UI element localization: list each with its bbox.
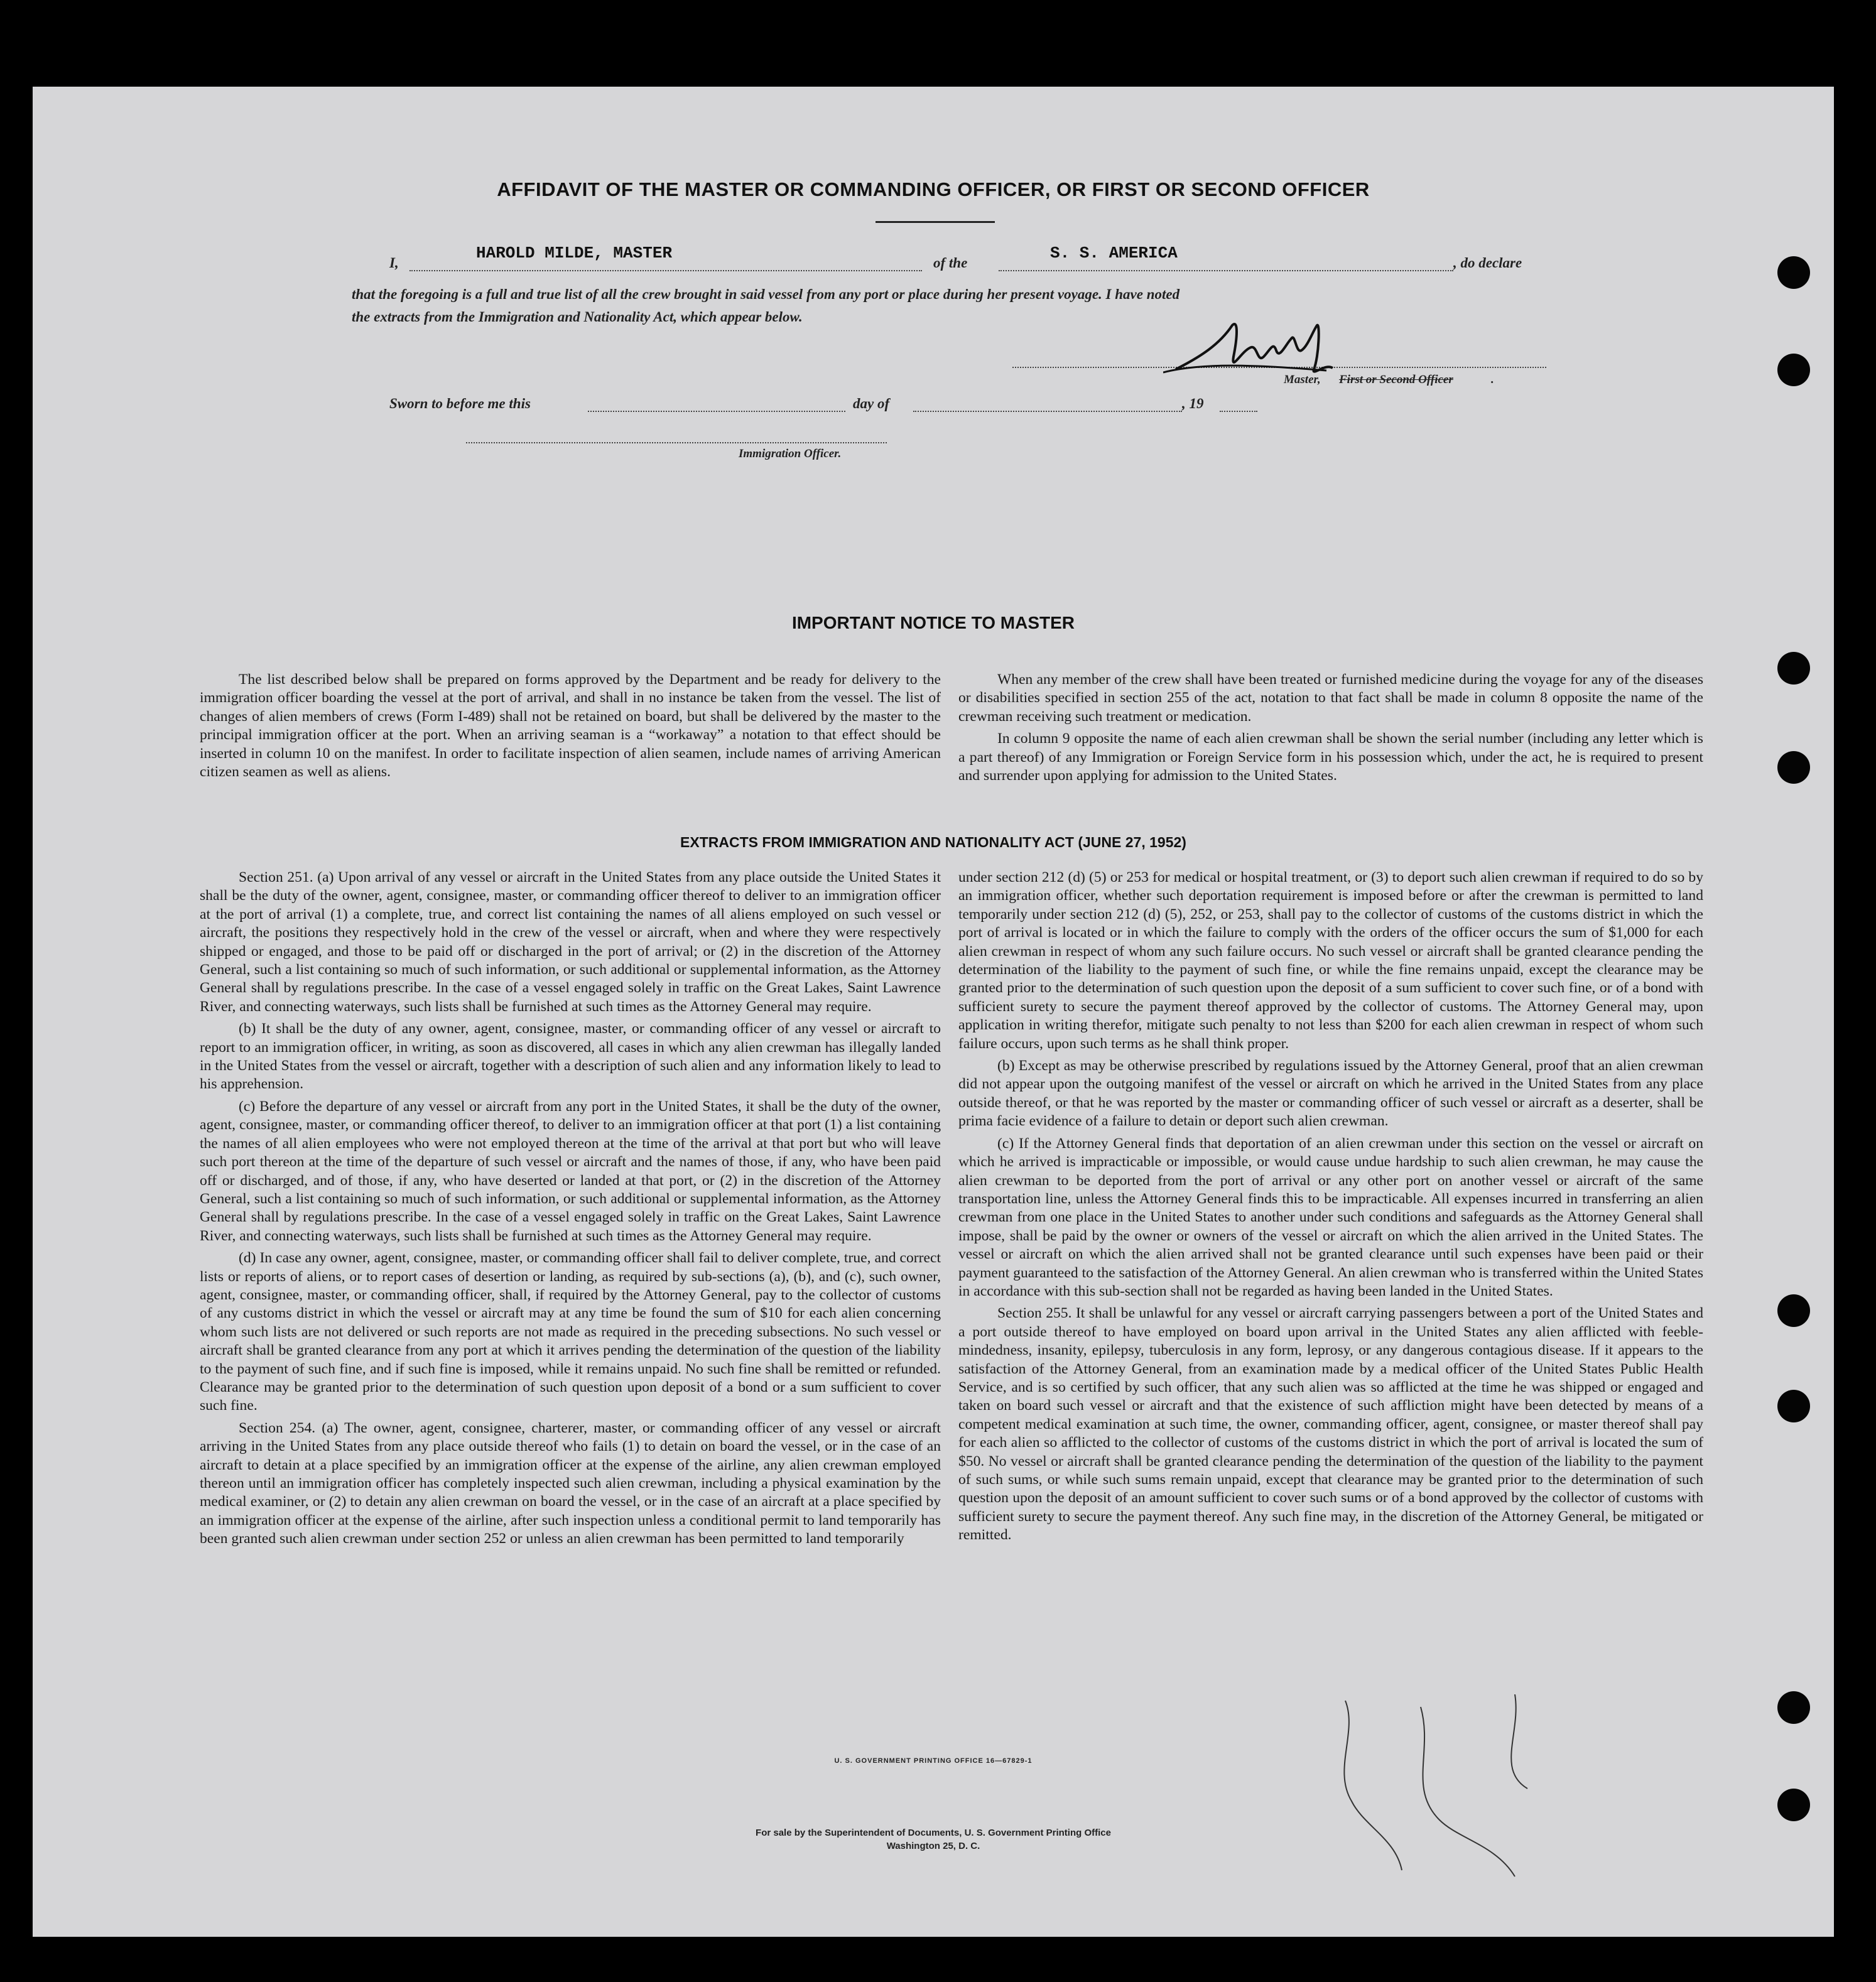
binder-hole — [1777, 256, 1810, 289]
master-name-value: HAROLD MILDE, MASTER — [476, 244, 673, 263]
binder-hole — [1777, 354, 1810, 386]
notice-right-column — [958, 671, 1703, 789]
extract-paragraph: (b) Except as may be otherwise prescribed by regulations issued by the Attorney General, proof that an alien crewman did not appear upon the outgoing manifest of the vessel or aircraft on which he arrived in the United States from any place outside thereof, or that he was reported by the master or commanding officer of such vessel or aircraft as a deserter, shall be prima facie evidence of a failure to detain or deport such alien crewman. — [958, 1058, 1703, 1130]
signature-caption-prefix: Master, — [1284, 373, 1321, 386]
vessel-field-line — [999, 270, 1453, 271]
extract-paragraph: (c) If the Attorney General finds that deportation of an alien crewman under this section on the vessel or aircraft on which he arrived is impracticable or impossible, or would cause undue hardship to such alien crewman, he may cause the alien crewman to be deported from the port of arrival or any other port on another vessel or aircraft of the same transportation line, unless the Attorney General finds this to be impracticable. All expenses incurred in transferring an alien crewman from one place in the United States to another under such conditions and safeguards as the Attorney General shall impose, shall be paid by the owner or owners of the vessel or aircraft on which the alien arrived in the United States. The vessel or aircraft on which the alien arrived shall not be granted clearance until such expenses have been paid or their payment guaranteed to the satisfaction of the Attorney General. An alien crewman who is transferred within the United States in accordance with this sub-section shall not be regarded as having been landed in the United States. — [958, 1135, 1703, 1299]
binder-hole — [1777, 1789, 1810, 1821]
affidavit-title: AFFIDAVIT OF THE MASTER OR COMMANDING OFFICER, OR FIRST OR SECOND OFFICER — [497, 178, 1370, 200]
extracts-right-column — [958, 869, 1703, 1549]
declaration-text-line-3: the extracts from the Immigration and Nationality Act, which appear below. — [352, 309, 803, 325]
sale-notice-line-1: For sale by the Superintendent of Documents, U. S. Government Printing Office — [756, 1828, 1111, 1838]
sworn-day-line — [588, 411, 845, 412]
extract-paragraph: (c) Before the departure of any vessel or aircraft from any port in the United States, it shall be the duty of the owner, agent, consignee, master, or commanding officer thereof, to deliver to an immigration officer at that port (1) a list containing the names of all alien employees who were not employed thereon at the time of the arrival at that port but who will leave such port thereon at the time of the departure of such vessel or aircraft and the names of those, if any, who have been paid off or discharged, and of those, if any, who have deserted or landed at that port, or (2) in the discretion of the Attorney General, such a list containing so much of such information, or such additional or supplemental information, as the Attorney General shall by regulations prescribe. In the case of a vessel engaged solely in traffic on the Great Lakes, Saint Lawrence River, and connecting waterways, such lists shall be furnished at such times as the Attorney General may require. — [200, 1098, 941, 1244]
binder-hole — [1777, 1294, 1810, 1327]
extract-paragraph: Section 251. (a) Upon arrival of any vessel or aircraft in the United States from any place outside the United States it shall be the duty of the owner, agent, consignee, master, or commanding officer thereof to deliver to an immigration officer at the port of arrival (1) a complete, true, and correct list containing the names of all aliens employed on such vessel or aircraft, the positions they respectively hold in the crew of the vessel or aircraft, when and where they were respectively shipped or engaged, and those to be paid off or discharged in the port of arrival; or (2) in the discretion of the Attorney General, such a list containing so much of such information, or such additional or supplemental information, as the Attorney General shall by regulations prescribe. In the case of a vessel engaged solely in traffic on the Great Lakes, Saint Lawrence River, and connecting waterways, such lists shall be furnished at such times as the Attorney General may require. — [200, 869, 941, 1015]
notice-paragraph: When any member of the crew shall have been treated or furnished medicine during the voyage for any of the diseases or disabilities specified in section 255 of the act, notation to that fact shall be made in column 8 opposite the name of the crewman receiving such treatment or medication. — [958, 671, 1703, 725]
extract-paragraph: under section 212 (d) (5) or 253 for medical or hospital treatment, or (3) to deport such alien crewman if required to do so by an immigration officer, whether such deportation requirement is imposed before or after the crewman is permitted to land temporarily under section 212 (d) (5), 252, or 253, shall pay to the collector of customs of the customs district in which the port of arrival is located or in which the failure to comply with the orders of the officer occurs the sum of $1,000 for each alien crewman in respect of whom any such failure occurs. No such vessel or aircraft shall be granted clearance pending the determination of the liability to the payment of such fine, or while the fine remains unpaid, except the clearance may be granted prior to the determination of such question upon the deposit of a sum sufficient to cover such fine, or of a bond with sufficient surety to secure the payment thereof approved by the collector of customs. The Attorney General may, upon application in writing therefor, mitigate such penalty to not less than $200 for each alien crewman in respect of whom such failure occurs, upon such terms as he shall think proper. — [958, 869, 1703, 1052]
signature-caption-end: . — [1491, 373, 1494, 386]
do-declare-label: , do declare — [1453, 255, 1522, 271]
extracts-title: EXTRACTS FROM IMMIGRATION AND NATIONALITY ACT (JUNE 27, 1952) — [680, 834, 1186, 850]
notice-left-column — [200, 671, 941, 785]
signature-caption-struck: First or Second Officer — [1339, 373, 1453, 386]
binder-hole — [1777, 1390, 1810, 1422]
binder-hole — [1777, 652, 1810, 685]
pen-scribble-mark — [1308, 1694, 1622, 1883]
vessel-name-value: S. S. AMERICA — [1050, 244, 1178, 263]
day-of-label: day of — [853, 396, 890, 411]
notice-title: IMPORTANT NOTICE TO MASTER — [791, 613, 1075, 632]
immigration-officer-caption: Immigration Officer. — [739, 447, 842, 460]
declaration-text-line-2: that the foregoing is a full and true list of all the crew brought in said vessel from any port or place during her present voyage. I have noted — [352, 286, 1180, 302]
master-signature — [1163, 319, 1352, 388]
printing-office-imprint: U. S. GOVERNMENT PRINTING OFFICE 16—67829-1 — [834, 1757, 1033, 1765]
year-label: , 19 — [1182, 396, 1204, 411]
of-the-label: of the — [933, 255, 968, 271]
extracts-left-column — [200, 869, 941, 1552]
sworn-label: Sworn to before me this — [389, 396, 531, 411]
notice-paragraph: In column 9 opposite the name of each alien crewman shall be shown the serial number (including any letter which is a part thereof) of any Immigration or Foreign Service form in his possession which, under the act, he is required to present and surrender upon applying for admission to the United States. — [958, 730, 1703, 784]
name-field-line — [409, 270, 922, 271]
i-label: I, — [389, 255, 399, 271]
extract-paragraph: Section 255. It shall be unlawful for any vessel or aircraft carrying passengers between a port of the United States and a port outside thereof to have employed on board upon arrival in the United States any alien afflicted with feeble-mindedness, insanity, epilepsy, tuberculosis in any form, leprosy, or any dangerous contagious disease. If it appears to the satisfaction of the Attorney General, from an examination made by a medical officer of the United States Public Health Service, and is so certified by such officer, that any such alien was so afflicted at the time he was shipped or engaged and taken on board such vessel or aircraft and that the existence of such affliction might have been detected by means of a competent medical examination at such time, the owner, commanding officer, agent, consignee, or master thereof shall pay for each alien so afflicted to the collector of customs of the customs district in which the port of arrival is located the sum of $50. No vessel or aircraft shall be granted clearance pending the determination of the question of the liability to the payment of such sums, or while such sums remain unpaid, except that clearance may be granted prior to the determination of such question upon the deposit of an amount sufficient to cover such sums or of a bond approved by the collector of customs with sufficient surety to secure the payment thereof. Any such fine may, in the discretion of the Attorney General, be mitigated or remitted. — [958, 1305, 1703, 1544]
binder-hole — [1777, 1691, 1810, 1724]
sworn-year-line — [1220, 411, 1257, 412]
sworn-month-line — [913, 411, 1182, 412]
extract-paragraph: (b) It shall be the duty of any owner, agent, consignee, master, or commanding officer of any vessel or aircraft to report to an immigration officer, in writing, as soon as discovered, all cases in which any alien crewman has illegally landed in the United States from the vessel or aircraft, together with a description of such alien and any information likely to lead to his apprehension. — [200, 1021, 941, 1093]
sale-notice — [33, 1826, 1834, 1853]
extract-paragraph: (d) In case any owner, agent, consignee, master, or commanding officer shall fail to deliver complete, true, and correct lists or reports of aliens, or to report cases of desertion or landing, as required by sub-sections (a), (b), and (c), such owner, agent, consignee, master, or commanding officer, shall, if required by the Attorney General, pay to the collector of customs of any customs district in which the vessel or aircraft may at any time be found the sum of $10 for each alien concerning whom such lists are not delivered or such reports are not made as required in the preceding subsections. No such vessel or aircraft shall be granted clearance from any port at which it arrives pending the determination of the question of the liability to the payment of such fine, and if such fine is imposed, while it remains unpaid. No such fine shall be remitted or refunded. Clearance may be granted prior to the determination of such question upon deposit of a bond or a sum sufficient to cover such fine. — [200, 1250, 941, 1414]
sale-notice-line-2: Washington 25, D. C. — [886, 1841, 980, 1851]
title-divider — [876, 221, 995, 223]
document-page — [33, 87, 1834, 1937]
binder-hole — [1777, 751, 1810, 784]
notice-paragraph: The list described below shall be prepared on forms approved by the Department and be ready for delivery to the immigration officer boarding the vessel at the port of arrival, and shall in no instance be taken from the vessel. The list of changes of alien members of crews (Form I-489) shall not be retained on board, but shall be delivered by the master to the principal immigration officer at the port. When an arriving seaman is a “workaway” a notation to that effect should be inserted in column 10 on the manifest. In order to facilitate inspection of alien seamen, include names of arriving American citizen seamen as well as aliens. — [200, 671, 941, 781]
extract-paragraph: Section 254. (a) The owner, agent, consignee, charterer, master, or commanding officer of any vessel or aircraft arriving in the United States from any place outside thereof who fails (1) to detain on board the vessel, or in the case of an aircraft to detain at a place specified by an immigration officer at the expense of the airline, any alien crewman employed thereon until an immigration officer has completely inspected such alien crewman, including a physical examination by the medical examiner, or (2) to detain any alien crewman on board the vessel, or in the case of an aircraft at a place specified by an immigration officer at the expense of the airline, after such inspection unless a conditional permit to land temporarily has been granted such alien crewman under section 252 or unless an alien crewman has been permitted to land temporarily — [200, 1419, 941, 1547]
officer-signature-line — [466, 442, 887, 443]
